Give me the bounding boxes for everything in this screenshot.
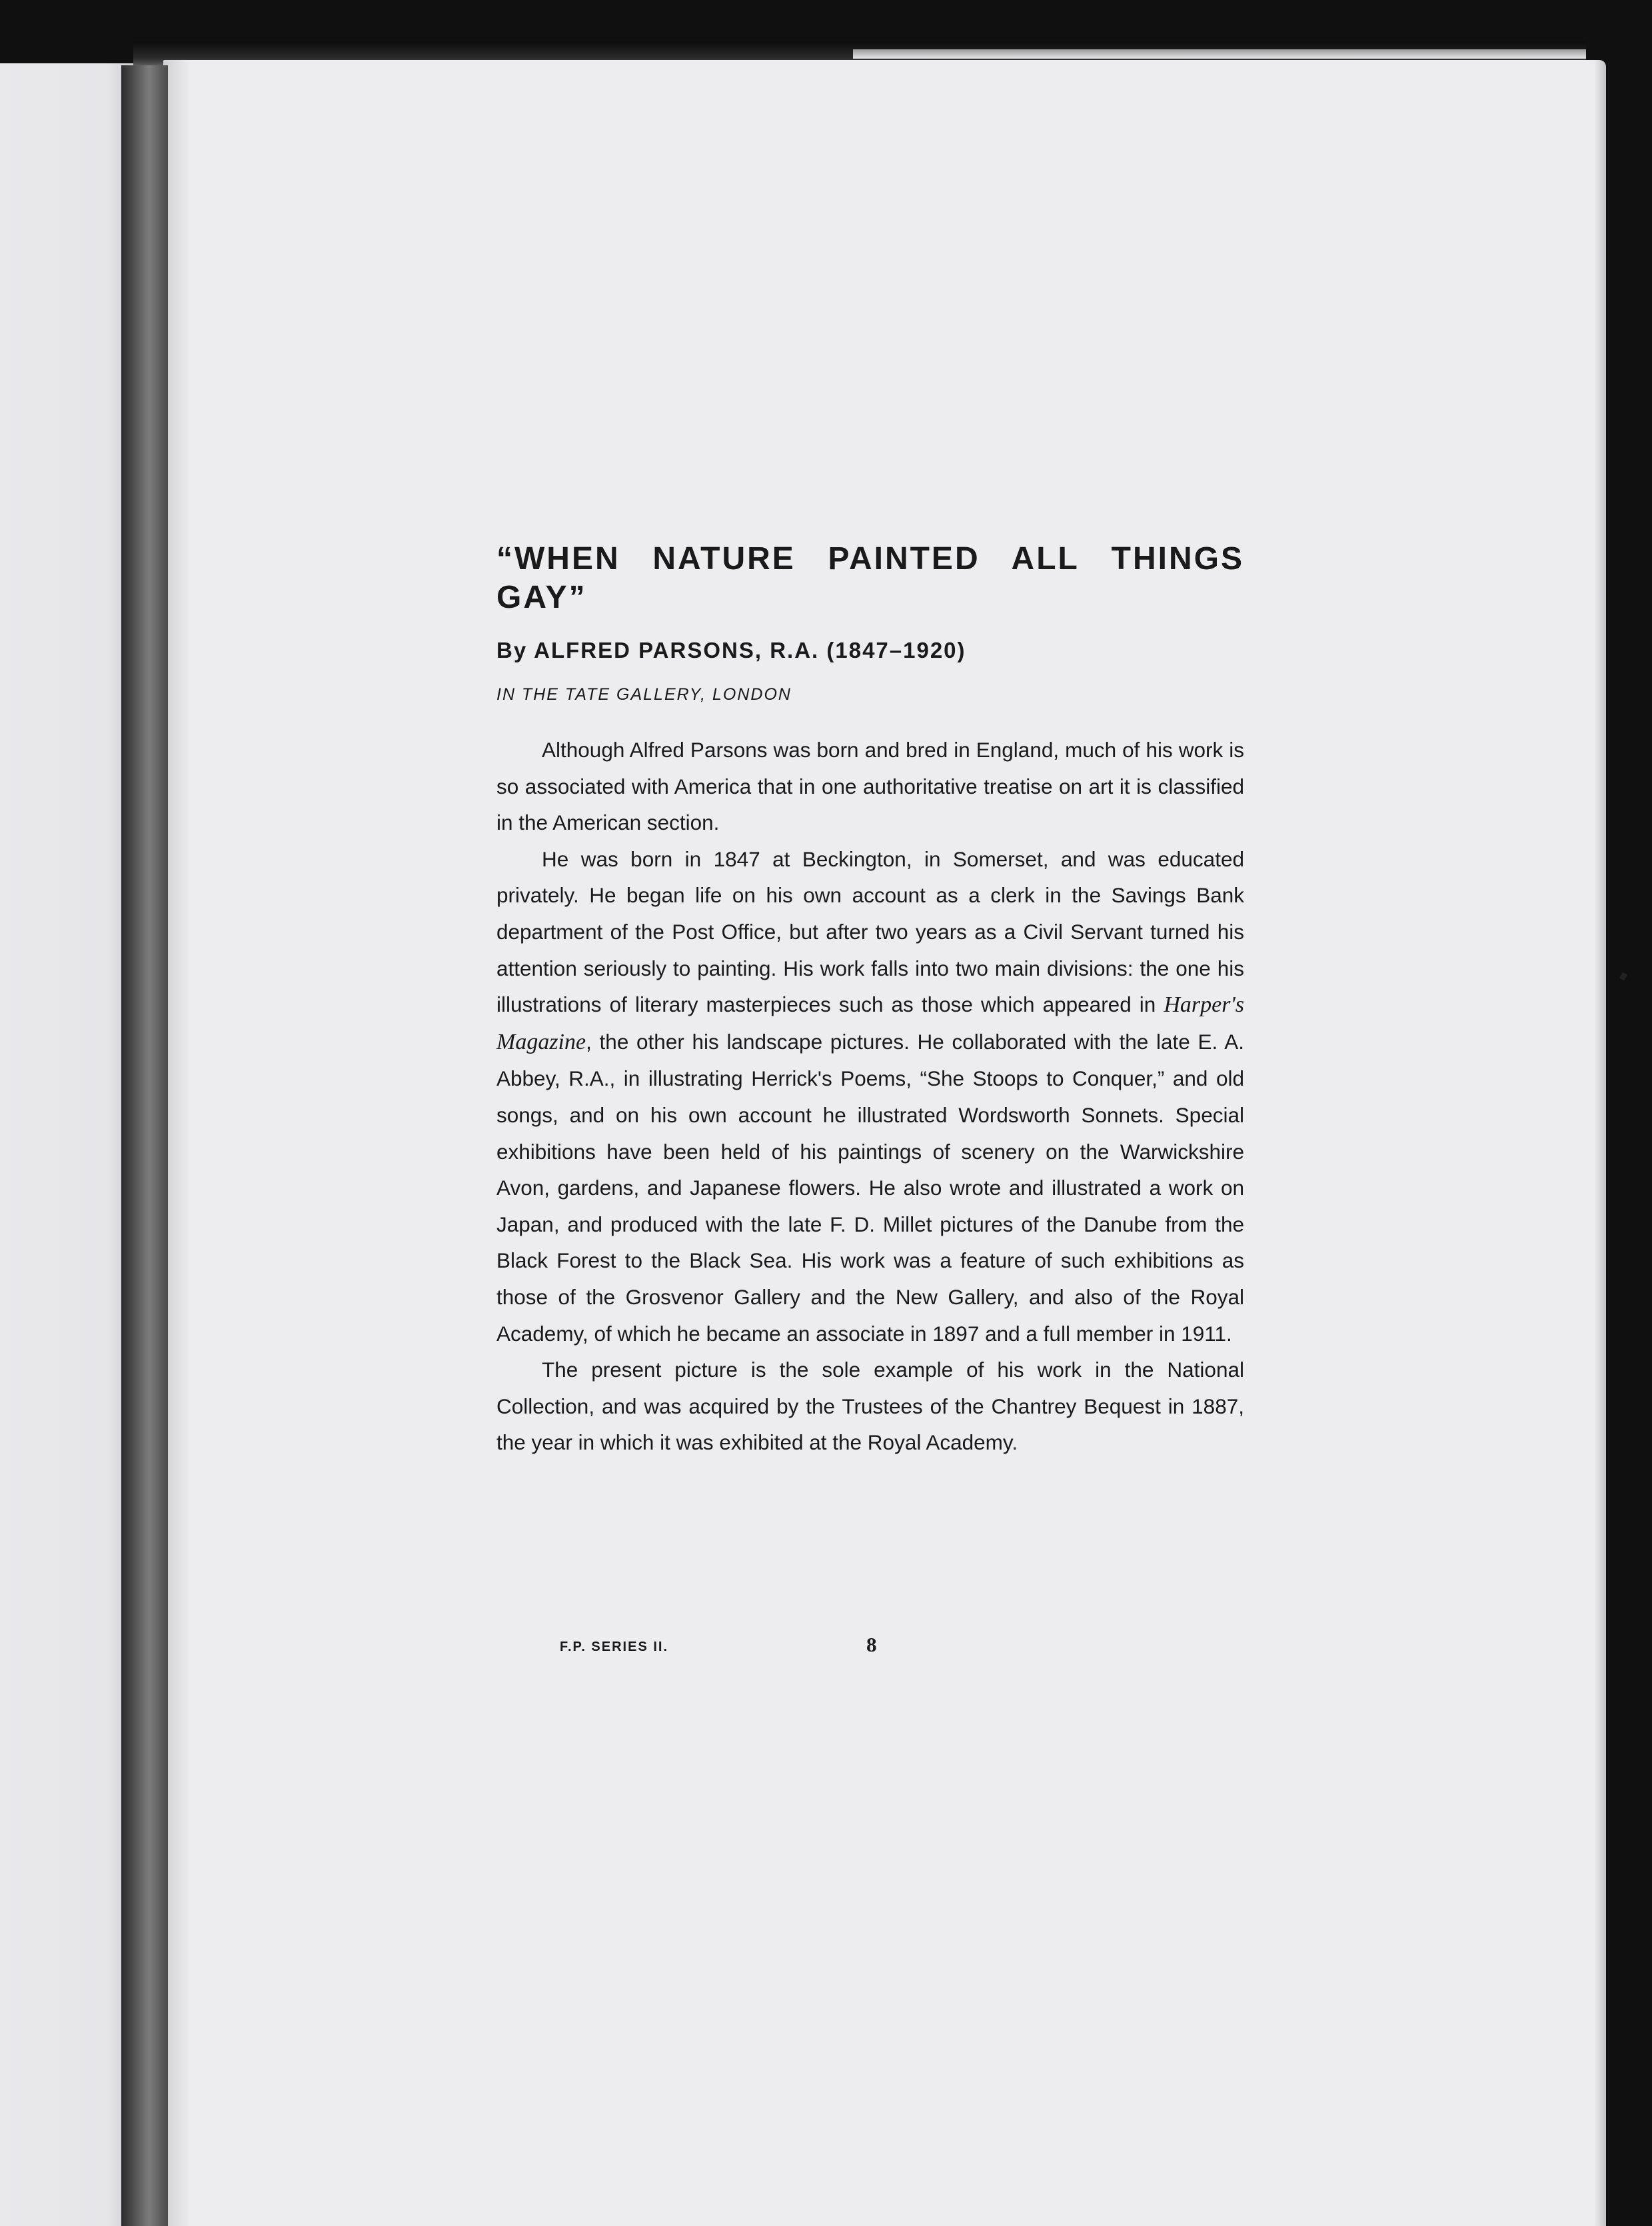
page-edge-shadow (1594, 60, 1606, 2226)
magazine-title: Harper's Magazine (496, 992, 1244, 1054)
page-number: 8 (866, 1633, 877, 1656)
scan-speck (1619, 972, 1627, 981)
page-top-edge-highlight (853, 49, 1586, 59)
article-title: “WHEN NATURE PAINTED ALL THINGS GAY” (496, 541, 1244, 615)
paragraph-3: The present picture is the sole example of his work in the National Collection, and was acquired by the Trustees of the Chantrey Bequest in 1887, the year in which it was exhibited at the Royal Academy. (496, 1358, 1244, 1455)
article-body (496, 732, 1244, 1461)
paragraph-1: Although Alfred Parsons was born and bred in England, much of his work is so associated with America that in one authoritative treatise on art it is classified in the American section. (496, 738, 1244, 835)
book-binding (121, 65, 168, 2226)
article-column (496, 540, 1244, 1461)
paragraph-2-part-a: He was born in 1847 at Beckington, in Somerset, and was educated privately. He began life on his own account as a clerk in the Savings Bank department of the Post Office, but after two years as a Civil Servant turned his attention seriously to painting. His work falls into two main divisions: the one his illustrations of literary masterpieces such as those which appeared in (496, 846, 1244, 1017)
paragraph-2 (496, 841, 1244, 1352)
facing-page-edge (0, 63, 133, 2226)
article-byline: By ALFRED PARSONS, R.A. (1847–1920) (496, 638, 966, 662)
gallery-location: IN THE TATE GALLERY, LONDON (496, 685, 792, 704)
paragraph-2-part-b: , the other his landscape pictures. He collaborated with the late E. A. Abbey, R.A., in illustrating Herrick's Poems, “She Stoops to Conquer,” and old songs, and on his own account he illustrated Wordsworth Sonnets. Special exhibitions have been held of his paintings of scenery on the Warwickshire Avon, gardens, and Japanese flowers. He also wrote and illustrated a work on Japan, and produced with the late F. D. Millet pictures of the Danube from the Black Forest to the Black Sea. His work was a feature of such exhibitions as those of the Grosvenor Gallery and the New Gallery, and also of the Royal Academy, of which he became an associate in 1897 and a full member in 1911. (496, 1029, 1244, 1346)
page-footer (560, 1632, 1226, 1658)
series-label: F.P. SERIES II. (560, 1640, 669, 1654)
